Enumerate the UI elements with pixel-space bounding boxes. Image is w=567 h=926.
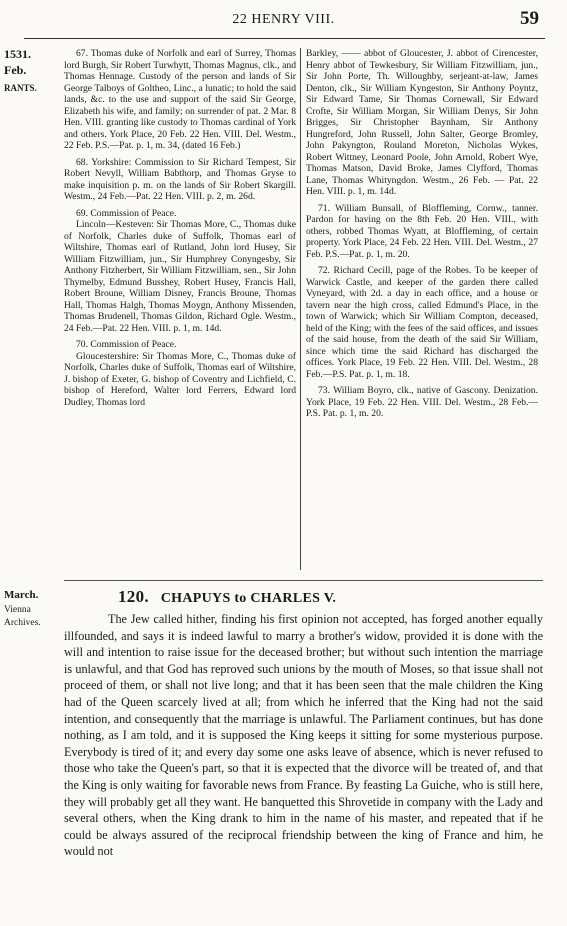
letter-title: CHAPUYS to CHARLES V. (160, 591, 337, 606)
entry-70-body: Gloucestershire: Sir Thomas More, C., Thomas duke of Norfolk, Charles duke of Suffolk, Thomas earl of Wiltshire, J. bishop of Exeter, G. bishop of Coventry and Lichfield, C. bishop of Hereford, Walter lord Ferrers, Edward lord Dudley, Thomas lord (64, 350, 296, 408)
left-column (64, 48, 296, 413)
entry-73: 73. William Boyro, clk., native of Gascony. Denization. York Place, 19 Feb. 22 Hen. VIII. Del. Westm., 28 Feb.—P.S. Pat. p. 1, m. 20. (306, 385, 538, 419)
margin-source-2: Archives. (4, 618, 41, 628)
letter-paragraph: The Jew called hither, finding his first opinion not accepted, has forged another equally illfounded, and says it is indeed lawful to marry a brother's widow, provided it is done with the will and intention to raise issue for the deceased brother; but without such intention the marriage is unlawful, and that God has reproved such unions by the mouth of Moses, so that issue shall not proceed of them, or shall not live long; and that it has been seen that the male children the King had of the Queen scarcely lived at all; from which he inferred that the King had not the said intention, and consequently that the marriage is unlawful. The Parliament continues, but has done nothing, as I am told, and it is supposed the King keeps it sitting for some mysterious purpose. Everybody is tired of it; and every day some one asks leave of absence, which is never refused to those who take the Queen's part, so that it is expected that the divorce will be treated of, and that the King is only waiting for favorable news from France. By feasting La Guiche, who is still here, they will probably get all they want. He banquetted this Shrovetide in company with the Lady and several others, when the King drank to him in the name of his master, and repeated that if he could be always assured of the reciprocal friendship between the king of France and him, he would not (64, 612, 543, 859)
page-number: 59 (520, 8, 539, 29)
margin-grants: RANTS. (4, 83, 37, 93)
entry-70-heading: 70. Commission of Peace. (76, 339, 177, 350)
entry-69-heading: 69. Commission of Peace. (76, 207, 177, 219)
right-column (306, 48, 538, 425)
section-rule (64, 580, 543, 581)
entry-69-body: Lincoln—Kesteven: Sir Thomas More, C., Thomas duke of Norfolk, Charles duke of Suffolk, Thomas earl of Wiltshire, Thomas earl of Rutland, John lord Husey, Sir William Fitzwilliam, jun., Sir Humphrey Conyngesby, Sir Anthony Fitzherbert, Sir William Fitzwilliam, sen., Sir John Thymelby, Edmund Busshey, Robert Husey, Francis Hall, Robert Broune, William Disney, Francis Broune, Thomas Hall, Thomas Halgh, Thomas Moygn, Anthony Missenden, Thomas Brudenell, Thomas Gildon, Richard Ogle. Westm., 24 Feb.—Pat. 22 Hen. VIII. p. 1, m. 14d. (64, 219, 296, 334)
entry-72: 72. Richard Cecill, page of the Robes. To be keeper of Warwick Castle, and keeper of the garden there called Vyneyard, with 2d. a day in each office, and a house or tavern near the high cross, called Edmund's Place, in the town of Warwick; which Sir William Compton, deceased, held of the King; with the fees of the said offices, and issues of the said house, from the death of the said Sir William, since which time the said Richard has discharged the offices. York Place, 19 Feb. 22 Hen. VIII. Del. Westm., 28 Feb.—P.S. Pat. p. 1, m. 18. (306, 265, 538, 380)
entry-70-continued: Barkley, —— abbot of Gloucester, J. abbot of Cirencester, Henry abbot of Tewkesbury, Sir William Fitzwilliam, jun., Sir John Porte, Th. Willoughby, serjeant-at-law, James Denton, clk., Sir William Kyngeston, Sir Anthony Poyntz, Sir Edward Tame, Sir Thomas Cornewall, Sir Edward Crofte, Sir William Morgan, Sir William Denys, Sir John Brigges, Sir Christopher Baynham, Sir Anthony Hungreford, John Russell, John Salter, George Bromley, John Pakyngton, Rouland Moreton, Nicholas Wykes, Robert Wittney, Leonard Poole, John Arnold, Robert Wye, Thomas Matson, David Broke, James Clyfford, Thomas Lane, Thomas Whityngdon. Westm., 26 Feb. — Pat. 22 Hen. VIII. p. 1, m. 14d. (306, 48, 538, 197)
letter-number: 120. (118, 587, 149, 606)
margin-source-1: Vienna (4, 605, 31, 615)
margin-year: 1531. (4, 47, 31, 61)
margin-letter-date: March. (4, 589, 39, 601)
header-rule (24, 38, 545, 39)
running-header: 22 HENRY VIII. (232, 12, 335, 27)
letter-body (64, 611, 543, 860)
column-divider (300, 48, 301, 570)
entry-71: 71. William Bunsall, of Bloffleming, Cornw., tanner. Pardon for having on the 8th Feb. 20 Hen. VIII., with others, robbed Thomas Wyatt, at Bloffleming, of certain property. York Place, 24 Feb. 22 Hen. VIII. Del. Westm., 27 Feb. P.S.—Pat. p. 1, m. 20. (306, 202, 538, 260)
entry-67: 67. Thomas duke of Norfolk and earl of Surrey, Thomas lord Burgh, Sir Robert Turwhytt, Thomas Magnus, clk., and Thomas Hennage. Custody of the person and lands of Sir George Talboys of Goltheo, Linc., a lunatic; to hold the said lands, &c. to the use and support of the said Sir George, Elizabeth his wife, and family; on surrender of pat. 2 Mar. 8 Hen. VIII. granting like custody to Thomas cardinal of York and others. York Place, 20 Feb. 22 Hen. VIII. Del. Westm., 22 Feb. P.S.—Pat. p. 1, m. 34, (dated 16 Feb.) (64, 48, 296, 151)
margin-month: Feb. (4, 63, 27, 77)
entry-68: 68. Yorkshire: Commission to Sir Richard Tempest, Sir Robert Nevyll, William Babthorp, and Thomas Gryse to make inquisition p. m. on the lands of Sir Robert Skargill. Westm., 24 Feb.—Pat. 22 Hen. VIII. p. 2, m. 26d. (64, 156, 296, 202)
letter-heading (118, 587, 336, 607)
